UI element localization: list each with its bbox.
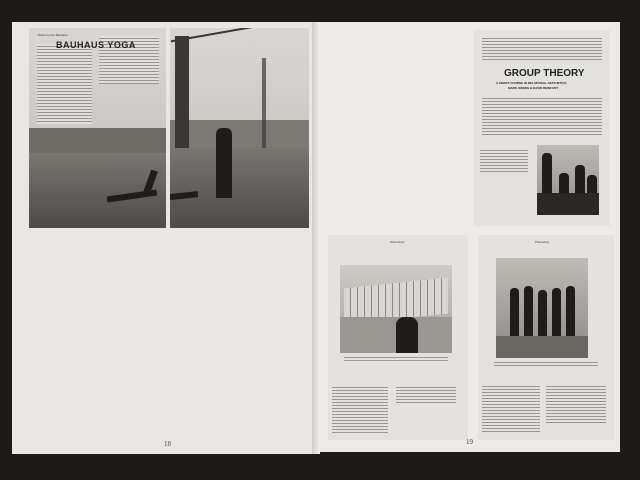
article-subhead: A SHORT COURSE IN RELATIONAL AESTHETICS — [496, 81, 567, 85]
group-photo — [537, 145, 599, 215]
caption-right: Photoshop — [535, 240, 550, 244]
column-text-3 — [482, 384, 540, 432]
article-headline: GROUP THEORY — [504, 68, 585, 79]
sidebar-text — [480, 148, 528, 172]
column-text-4 — [546, 384, 606, 424]
right-page-number: 19 — [466, 438, 473, 446]
caption-right-text — [494, 360, 598, 366]
intro-text — [482, 36, 602, 60]
column-text-1 — [332, 385, 388, 433]
bauhaus-yoga-photo-right — [170, 28, 309, 228]
body-text — [482, 96, 602, 136]
caption-left: Photoshop — [390, 240, 405, 244]
article-byline: MARK OWENS & DAVID REINFURT — [508, 86, 559, 90]
bauhaus-yoga-photo-left — [29, 28, 166, 228]
left-page-number: 18 — [164, 440, 171, 448]
column-text-2 — [396, 385, 456, 405]
article-kicker: Photo by the Bauhaus — [38, 33, 68, 37]
photographers-photo — [496, 258, 588, 358]
binding-gutter — [312, 22, 320, 454]
building-photo — [340, 265, 452, 353]
article-title: BAUHAUS YOGA — [56, 40, 136, 50]
caption-left-text — [344, 355, 448, 361]
